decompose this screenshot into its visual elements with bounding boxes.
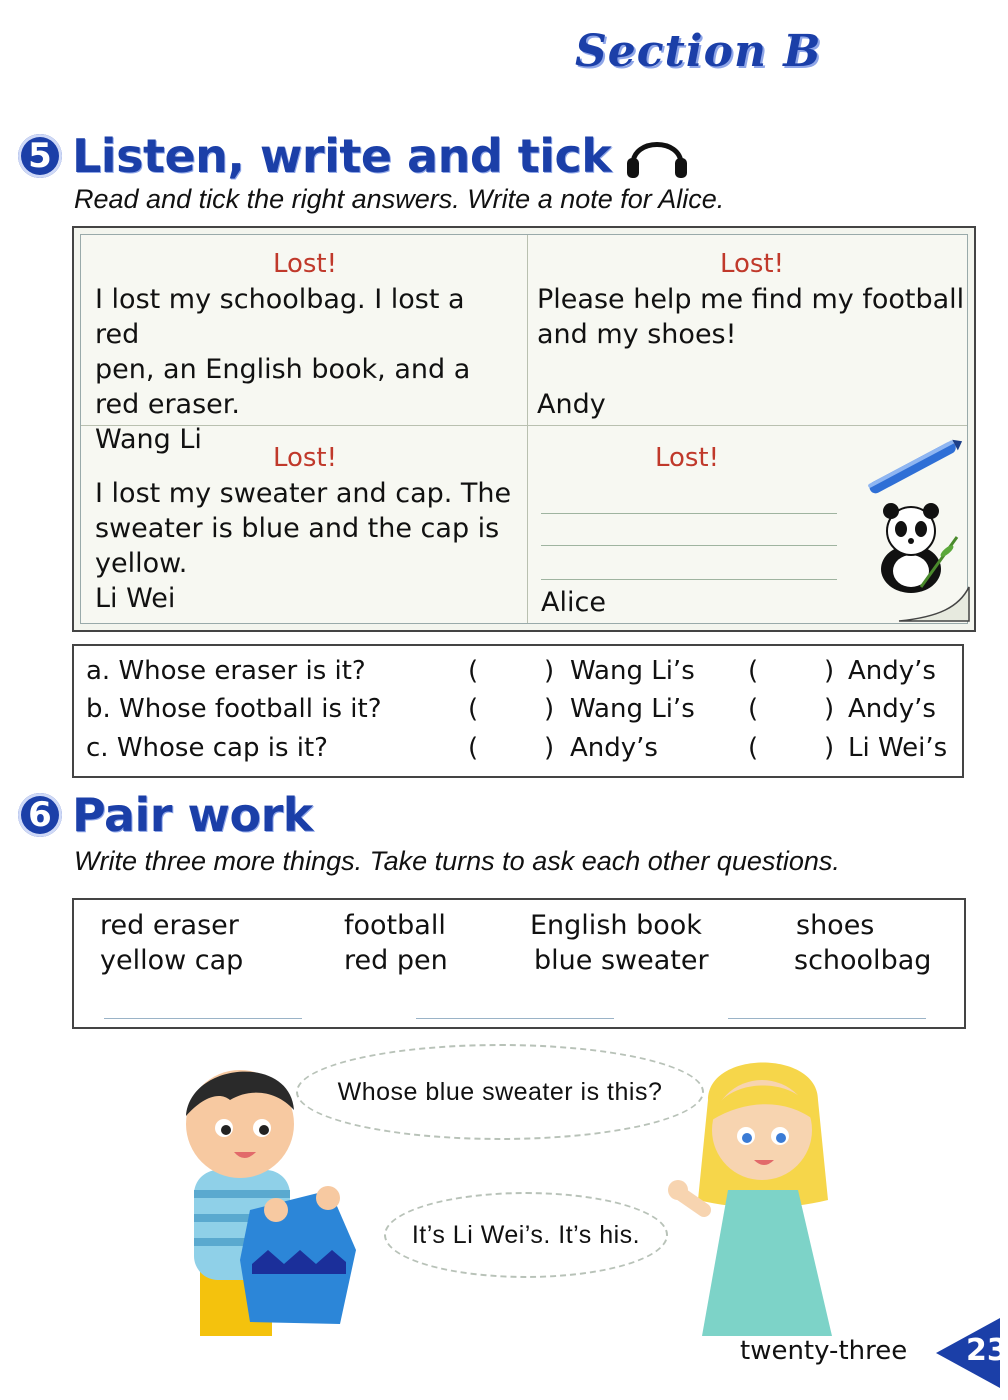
word-item: football <box>344 910 446 941</box>
tick-box-close[interactable]: ) <box>824 694 835 724</box>
note-line: pen, an English book, and a <box>95 354 471 385</box>
page-curl-icon <box>899 587 969 623</box>
question-text: b. Whose football is it? <box>86 694 382 724</box>
question-text: c. Whose cap is it? <box>86 733 328 763</box>
questions-box <box>72 644 964 778</box>
note-signature: Alice <box>541 587 606 618</box>
question-text: a. Whose eraser is it? <box>86 656 366 686</box>
note-writing-line[interactable] <box>541 513 837 514</box>
note-alice <box>537 441 837 476</box>
answer-option: Li Wei’s <box>848 733 948 763</box>
word-item: blue sweater <box>534 945 709 976</box>
note-line: and my shoes! <box>537 319 737 350</box>
note-andy <box>537 247 967 422</box>
note-heading: Lost! <box>654 443 720 473</box>
girl-illustration <box>668 1060 868 1336</box>
note-li-wei <box>95 441 515 616</box>
activity-5-header <box>18 128 689 184</box>
note-line: sweater is blue and the cap is <box>95 513 500 544</box>
section-title: Section B <box>575 26 822 77</box>
word-writing-line[interactable] <box>728 1018 926 1019</box>
pen-icon <box>859 433 969 503</box>
note-signature: Li Wei <box>95 583 176 614</box>
answer-option: Wang Li’s <box>570 694 695 724</box>
tick-box-open[interactable]: ( <box>468 656 479 686</box>
page-number-words: twenty-three <box>740 1336 908 1366</box>
speech-bubble-question: Whose blue sweater is this? <box>296 1044 704 1140</box>
activity-title: Listen, write and tick <box>72 129 612 183</box>
word-item: English book <box>530 910 702 941</box>
activity-5-instruction: Read and tick the right answers. Write a note for Alice. <box>74 184 725 214</box>
tick-box-close[interactable]: ) <box>544 694 555 724</box>
note-signature: Andy <box>537 389 606 420</box>
notes-board <box>72 226 976 632</box>
note-line: Please help me find my football <box>537 284 965 315</box>
word-item: schoolbag <box>794 945 932 976</box>
tick-box-open[interactable]: ( <box>748 694 759 724</box>
activity-title: Pair work <box>72 788 313 842</box>
note-line: I lost my schoolbag. I lost a red <box>95 284 465 350</box>
tick-box-close[interactable]: ) <box>824 656 835 686</box>
note-writing-line[interactable] <box>541 545 837 546</box>
word-item: shoes <box>796 910 875 941</box>
note-heading: Lost! <box>272 443 338 473</box>
boy-illustration <box>180 1060 370 1336</box>
word-item: red eraser <box>100 910 239 941</box>
word-writing-line[interactable] <box>416 1018 614 1019</box>
tick-box-open[interactable]: ( <box>748 656 759 686</box>
tick-box-open[interactable]: ( <box>468 733 479 763</box>
note-line: I lost my sweater and cap. The <box>95 478 512 509</box>
note-heading: Lost! <box>719 249 785 279</box>
board-divider-vertical <box>527 235 528 623</box>
speech-bubble-answer: It’s Li Wei’s. It’s his. <box>384 1192 668 1278</box>
activity-number-badge: 6 <box>18 793 62 837</box>
answer-option: Andy’s <box>848 694 936 724</box>
panda-icon <box>861 497 961 597</box>
note-signature: Wang Li <box>95 424 202 455</box>
tick-box-close[interactable]: ) <box>544 733 555 763</box>
note-line: yellow. <box>95 548 188 579</box>
tick-box-close[interactable]: ) <box>824 733 835 763</box>
answer-option: Wang Li’s <box>570 656 695 686</box>
page-number: 23 <box>966 1333 1008 1368</box>
answer-option: Andy’s <box>570 733 658 763</box>
note-heading: Lost! <box>272 249 338 279</box>
activity-6-instruction: Write three more things. Take turns to ask each other questions. <box>74 846 840 876</box>
notes-board-inner <box>80 234 968 624</box>
tick-box-close[interactable]: ) <box>544 656 555 686</box>
note-wang-li <box>95 247 515 457</box>
tick-box-open[interactable]: ( <box>468 694 479 724</box>
note-writing-line[interactable] <box>541 579 837 580</box>
word-box <box>72 898 966 1029</box>
word-item: red pen <box>344 945 448 976</box>
activity-6-header <box>18 788 313 842</box>
answer-option: Andy’s <box>848 656 936 686</box>
word-writing-line[interactable] <box>104 1018 302 1019</box>
word-item: yellow cap <box>100 945 244 976</box>
note-line: red eraser. <box>95 389 240 420</box>
tick-box-open[interactable]: ( <box>748 733 759 763</box>
activity-number-badge: 5 <box>18 134 62 178</box>
headphones-icon <box>625 128 689 184</box>
